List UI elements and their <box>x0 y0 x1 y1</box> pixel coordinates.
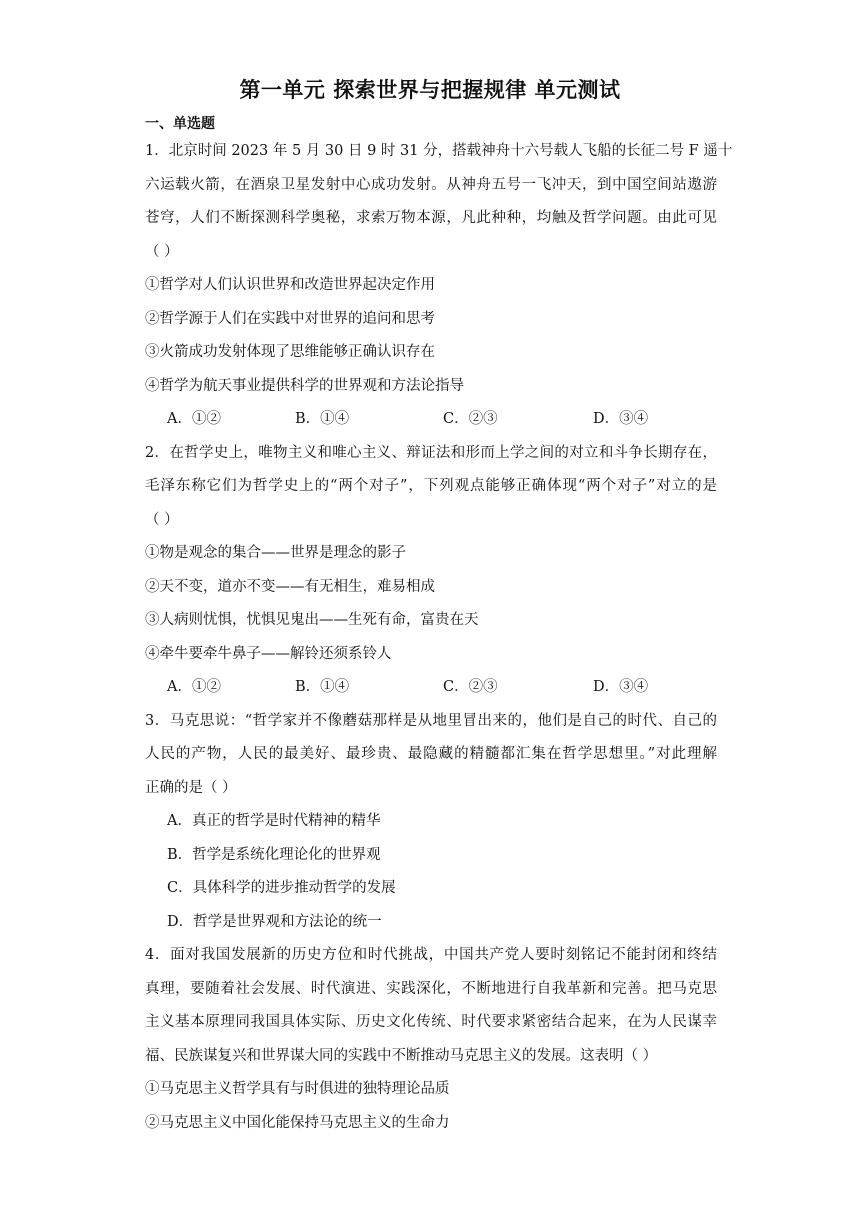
question-4 <box>145 944 717 1145</box>
question-stem-line: 2．在哲学史上，唯物主义和唯心主义、辩证法和形而上学之间的对立和斗争长期存在， <box>145 444 717 461</box>
answer-blank: （ ） <box>145 243 179 260</box>
statement-item: ②马克思主义中国化能保持马克思主义的生命力 <box>145 1114 450 1131</box>
option-c[interactable]: C．具体科学的进步推动哲学的发展 <box>167 880 396 896</box>
answer-blank: （ ） <box>145 511 179 528</box>
statement-item: ③火箭成功发射体现了思维能够正确认识存在 <box>145 344 435 360</box>
answer-blank: 正确的是（ ） <box>145 779 237 796</box>
question-stem-line: 4．面对我国发展新的历史方位和时代挑战，中国共产党人要时刻铭记不能封闭和终结 <box>145 947 717 963</box>
document-title: 第一单元 探索世界与把握规律 单元测试 <box>239 78 621 102</box>
option-d[interactable]: D．③④ <box>593 679 649 695</box>
question-stem-line: 人民的产物，人民的最美好、最珍贵、最隐藏的精髓都汇集在哲学思想里。”对此理解 <box>145 746 717 762</box>
option-b[interactable]: B．哲学是系统化理论化的世界观 <box>167 846 381 863</box>
statement-item: ①马克思主义哲学具有与时俱进的独特理论品质 <box>145 1081 450 1097</box>
option-c[interactable]: C．②③ <box>443 411 498 427</box>
statement-item: ②哲学源于人们在实践中对世界的追问和思考 <box>145 310 435 327</box>
option-b[interactable]: B．①④ <box>295 411 350 427</box>
question-stem-line: 福、民族谋复兴和世界谋大同的实践中不断推动马克思主义的发展。这表明（ ） <box>145 1047 658 1064</box>
question-2 <box>145 442 717 710</box>
option-row <box>145 408 717 442</box>
option-c[interactable]: C．②③ <box>443 679 498 695</box>
statement-item: ④哲学为航天事业提供科学的世界观和方法论指导 <box>145 377 464 394</box>
statement-item: ④牵牛要牵牛鼻子——解铃还须系铃人 <box>145 645 392 662</box>
option-a[interactable]: A．①② <box>167 679 221 695</box>
option-d[interactable]: D．③④ <box>593 411 649 427</box>
question-stem-line: 六运载火箭，在酒泉卫星发射中心成功发射。从神舟五号一飞冲天，到中国空间站遨游 <box>145 176 717 193</box>
question-stem-line: 主义基本原理同我国具体实际、历史文化传统、时代要求紧密结合起来，在为人民谋幸 <box>145 1014 717 1030</box>
question-stem-line: 1．北京时间 2023 年 5 月 30 日 9 时 31 分，搭载神舟十六号载人飞船的长征二号 F 遥十 <box>145 143 733 159</box>
statement-item: ②天不变，道亦不变——有无相生，难易相成 <box>145 578 435 595</box>
question-stem-line: 3．马克思说：“哲学家并不像蘑菇那样是从地里冒出来的，他们是自己的时代、自己的 <box>145 712 717 729</box>
question-list <box>145 140 733 1145</box>
option-d[interactable]: D．哲学是世界观和方法论的统一 <box>167 913 382 930</box>
question-1 <box>145 140 733 442</box>
section-heading: 一、单选题 <box>145 116 215 132</box>
question-stem-line: 苍穹，人们不断探测科学奥秘，求索万物本源，凡此种种，均触及哲学问题。由此可见 <box>145 210 717 226</box>
option-a[interactable]: A．真正的哲学是时代精神的精华 <box>167 813 381 829</box>
option-row <box>145 676 717 710</box>
question-3 <box>145 710 717 945</box>
option-b[interactable]: B．①④ <box>295 679 350 695</box>
statement-item: ①物是观念的集合——世界是理念的影子 <box>145 545 406 561</box>
option-a[interactable]: A．①② <box>167 411 221 427</box>
question-stem-line: 毛泽东称它们为哲学史上的“两个对子”，下列观点能够正确体现“两个对子”对立的是 <box>145 478 717 494</box>
statement-item: ①哲学对人们认识世界和改造世界起决定作用 <box>145 277 435 293</box>
question-stem-line: 真理，要随着社会发展、时代演进、实践深化，不断地进行自我革新和完善。把马克思 <box>145 980 717 997</box>
statement-item: ③人病则忧惧，忧惧见鬼出——生死有命，富贵在天 <box>145 612 479 628</box>
